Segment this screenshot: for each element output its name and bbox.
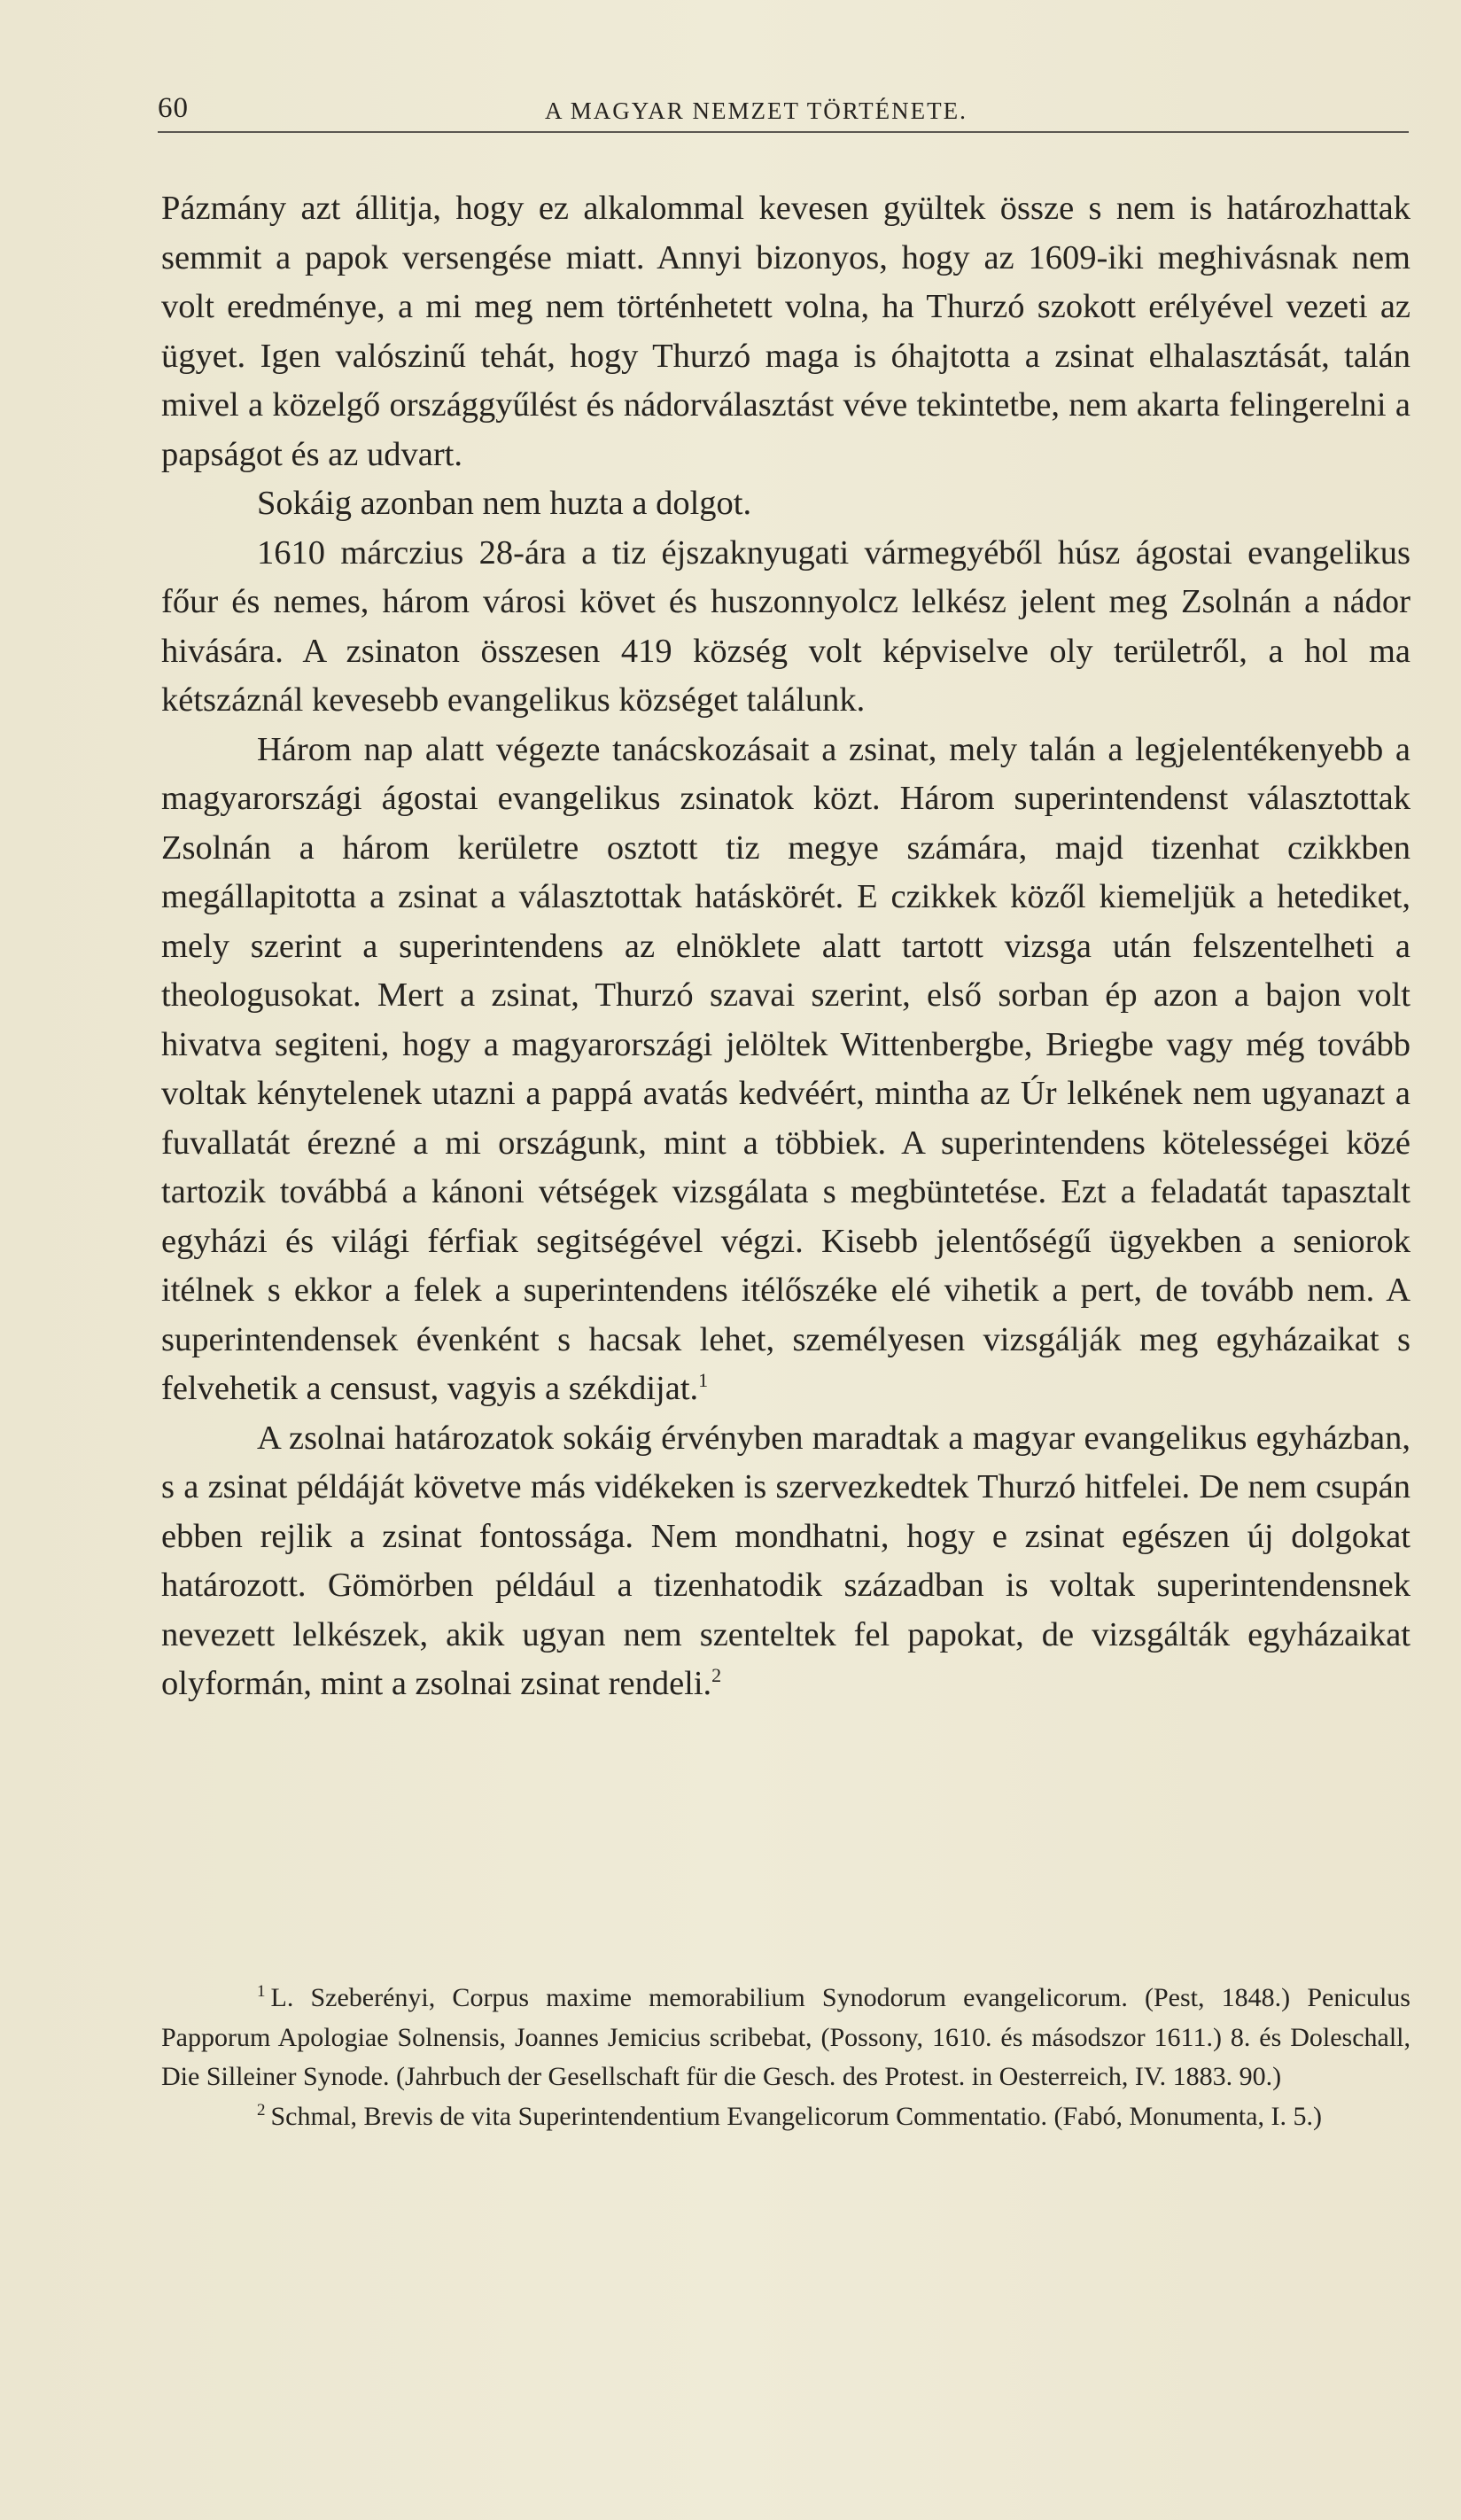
paragraph: Sokáig azonban nem huzta a dolgot. [257,485,752,522]
paragraph: 1610 márczius 28-ára a tiz éjszaknyugati vármegyéből húsz ágostai evangelikus főur és nemes, három városi követ és huszonnyolcz lelkész jelent meg Zsolnán a nádor hivására. A zsinaton összesen 419 község volt képviselve oly területről, a hol ma kétszáznál kevesebb evangelikus községet találunk. [161,533,1410,719]
footnote-mark: 1 [257,1982,266,2001]
footnote: $^2$ Schmal, Brevis de vita Superintendentium Evangelicorum Commentatio. (Fabó, Monumenta, I. 5.) [257,2100,1322,2131]
footnotes [161,1979,1410,2136]
paragraph: Három nap alatt végezte tanácskozásait a zsinat, mely talán a legjelentékenyebb a magyarországi ágostai evangelikus zsinatok közt. Három superintendenst választottak Zsolnán a három kerületre osztott tiz megye számára, majd tizenhat czikkben megállapitotta a zsinat a választottak hatáskörét. E czikkek közől kiemeljük a hetediket, mely szerint a superintendens az elnöklete alatt tartott vizsga után felszentelheti a theologusokat. Mert a zsinat, Thurzó szavai szerint, első sorban ép azon a bajon volt hivatva segiteni, hogy a magyarországi jelöltek Wittenbergbe, Briegbe vagy még tovább voltak kénytelenek utazni a pappá avatás kedvéért, mintha az Úr lelkének nem ugyanazt a fuvallatát érezné a mi országunk, mint a többiek. A superintendens kötelességei közé tartozik továbbá a kánoni vétségek vizsgálata s megbüntetése. Ezt a feladatát tapasztalt egyházi és világi férfiak segitségével végzi. Kisebb jelentőségű ügyekben a seniorok itélnek s ekkor a felek a superintendens itélőszéke elé vihetik a pert, de tovább nem. A superintendensek évenként s hacsak lehet, személyesen vizsgálják meg egyházaikat s felvehetik a censust, vagyis a székdijat.$^1$ [161,730,1410,1407]
footnote-reference: 1 [698,1369,709,1391]
paragraph: Pázmány azt állitja, hogy ez alkalommal kevesen gyültek össze s nem is határozhattak semmit a papok versengése miatt. Annyi bizonyos, hogy az 1609-iki meghivásnak nem volt eredménye, a mi meg nem történhetett volna, ha Thurzó szokott erélyével vezeti az ügyet. Igen valószinű tehát, hogy Thurzó maga is óhajtotta a zsinat elhalasztását, talán mivel a közelgő országgyűlést és nádorválasztást véve tekintetbe, nem akarta felingerelni a papságot és az udvart. [161,190,1410,473]
paragraph: A zsolnai határozatok sokáig érvényben maradtak a magyar evangelikus egyházban, s a zsinat példáját követve más vidékeken is szervezkedtek Thurzó hitfelei. De nem csupán ebben rejlik a zsinat fontossága. Nem mondhatni, hogy e zsinat egészen új dolgokat határozott. Gömörben például a tizenhatodik században is voltak superintendensnek nevezett lelkészek, akik ugyan nem szenteltek fel papokat, de vizsgálták egyházaikat olyformán, mint a zsolnai zsinat rendeli.$^2$ [161,1419,1410,1702]
running-title: A MAGYAR NEMZET TÖRTÉNETE. [545,97,968,124]
page-number: 60 [158,92,189,124]
footnote-mark: 2 [257,2100,266,2119]
footnote-reference: 2 [711,1664,722,1686]
running-header [158,89,1409,133]
footnote: $^1$ L. Szeberényi, Corpus maxime memorabilium Synodorum evangelicorum. (Pest, 1848.) Peniculus Papporum Apologiae Solnensis, Joannes Jemicius scribebat, (Possony, 1610. és másodszor 1611.) 8. és Doleschall, Die Silleiner Synode. (Jahrbuch der Gesellschaft für die Gesch. des Protest. in Oesterreich, IV. 1883. 90.) [161,1982,1410,2091]
main-text [161,184,1410,1709]
